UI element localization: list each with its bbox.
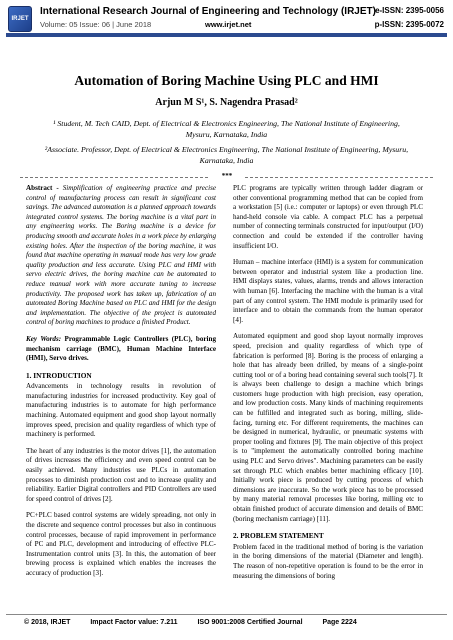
abstract-label: Abstract -	[26, 184, 59, 192]
abstract-text: Simplification of engineering practice and precise control of manufacturing process can result in significant cost savings. The advanced automation is a planned approach towards integrated control systems. The boring machine is a vital part in any engineering works. The Boring machine is a device for producing smooth and accurate holes in a work piece by enlarging existing holes. After the inspection of the boring machine, it was found that machine operating in manual mode has very low grade quality production and less accurate. Using PLC and HMI with servo electric drives, the boring machine can be automated to reduce manual work with more accurate tuning to increase productivity. The proposed work has taken up, fabrication of an automated Boring Machine based on PLC and HMI for the design and implementation. The objective of the project is automated control of boring machines to produce a finished Product.	[26, 184, 216, 327]
boring-paragraph: Automated equipment and good shop layout normally improves speed, precision and quality regardless of which type of fabrication is performed [8]. Boring is the process of enlarging a hole that has already been drilled, by means of a single-point cutting tool or of a boring head containing several such tools[7]. It is always been challenge to design a machine which brings customers huge production with high precision, easy operation, and low production costs. Many kinds of machining requirements can be fulfilled and integrated such as boring, milling, slide-facing, turning etc. For different requirements, the machines can be designed in numerical, hydraulic, or pneumatic systems with proper tooling and fixtures [9]. The main objective of this project is to "implement the automatically controlled boring machine using PLC and Servo drives". Machining parameters can be easily set through PLC which enables better machining efficacy [10]. Initially work piece is produced by cutting process of which dimensions are inaccurate. So the work piece has to be processed by many material removal processes like boring, milling etc to obtain finished product of accurate dimension and details of BMC (boring mechanism carriage) [11].	[233, 332, 423, 523]
right-column	[233, 184, 423, 588]
footer-impact-factor: Impact Factor value: 7.211	[90, 619, 178, 626]
journal-title: International Research Journal of Engineering and Technology (IRJET)	[40, 6, 376, 17]
separator-line-right	[245, 177, 433, 178]
paper-title: Automation of Boring Machine Using PLC and HMI	[74, 73, 379, 88]
plc-paragraph: PLC programs are typically written through ladder diagram or other conventional programming method that can be copied from a workstation [5] (i.e.: computer or laptops) or even through PLC hand-held console via cable. A compact PLC has a perpetual number of connecting terminals constructed for input/output (I/O) connection and could be extended if the controller having insufficient I/O.	[233, 184, 423, 250]
page-footer	[24, 619, 357, 626]
affiliation-1: ¹ Student, M. Tech CAID, Dept. of Electrical & Electronics Engineering, The National Institute of Engineering, Mysuru, Karnataka, India	[53, 119, 400, 139]
intro-paragraph-2: The heart of any industries is the motor drives [1], the automation of drives increases the efficiency and even speed control can be easily achieved. Many industries use PLCs in automation processes to diminish production cost and to increase quality and reliability. Earlier Digital controllers and PID Controllers are used for speed control of drives [2].	[26, 446, 216, 503]
p-issn: p-ISSN: 2395-0072	[374, 20, 444, 29]
separator-line-left	[20, 177, 208, 178]
logo-text: IRJET	[11, 16, 29, 22]
problem-heading: 2. PROBLEM STATEMENT	[233, 531, 324, 541]
intro-paragraph-3: PC+PLC based control systems are widely spreading, not only in the discrete and sequence control processes but also in continuous control processes, because of rapid improvement in performance of PC and PLC, development and introducing of effective PLC-Instrumentation control units [3]. In this, the automation of beer brewing process is explained which enables the increases the accuracy of production [3].	[26, 511, 216, 577]
footer-page-number: Page 2224	[322, 619, 357, 626]
hmi-paragraph: Human – machine interface (HMI) is a system for communication between operator and industrial system like a production line. HMI displays states, values, alarms, trends and allows interaction with human [6]. Interfacing the machine with the human is a vital part of any control system. The HMI module is primarily used for interface and to obtain the commands from the human operator [4].	[233, 258, 423, 324]
footer-rule	[6, 614, 447, 615]
volume-line: Volume: 05 Issue: 06 | June 2018	[40, 20, 152, 29]
keywords	[26, 335, 216, 364]
keywords-text: Programmable Logic Controllers (PLC), boring mechanism carriage (BMC), Human Machine Interface (HMI), Servo drives.	[26, 334, 216, 363]
keywords-label: Key Words:	[26, 334, 62, 343]
section-separator	[20, 174, 433, 182]
abstract	[26, 184, 216, 328]
intro-heading: 1. INTRODUCTION	[26, 370, 92, 380]
paper-authors: Arjun M S¹, S. Nagendra Prasad²	[155, 97, 298, 108]
footer-copyright: © 2018, IRJET	[24, 619, 71, 626]
header-rule	[6, 33, 447, 37]
irjet-logo	[8, 6, 32, 32]
journal-header	[0, 0, 453, 40]
affiliation-2: ²Associate. Professor, Dept. of Electrical & Electronics Engineering, The National Institute of Engineering, Mysuru, Karnataka, India	[44, 145, 409, 165]
intro-paragraph-1: Advancements in technology results in revolution of manufacturing industries for increased productivity. Key goal of manufacturing industries is to automate for high performance machining. Automated equipment and good shop layout normally improves speed, precision and quality regardless of which type of machinery is performed.	[26, 382, 216, 439]
footer-iso: ISO 9001:2008 Certified Journal	[197, 619, 303, 626]
separator-stars: ***	[221, 172, 233, 180]
e-issn: e-ISSN: 2395-0056	[375, 6, 444, 15]
problem-paragraph: Problem faced in the traditional method of boring is the variation in the boring dimensions of the material (Diameter and length). The reason of non-repetitive operation is found to be the error in measuring the dimensions of boring	[233, 542, 423, 580]
left-column	[26, 184, 216, 586]
journal-url[interactable]: www.irjet.net	[205, 20, 252, 29]
